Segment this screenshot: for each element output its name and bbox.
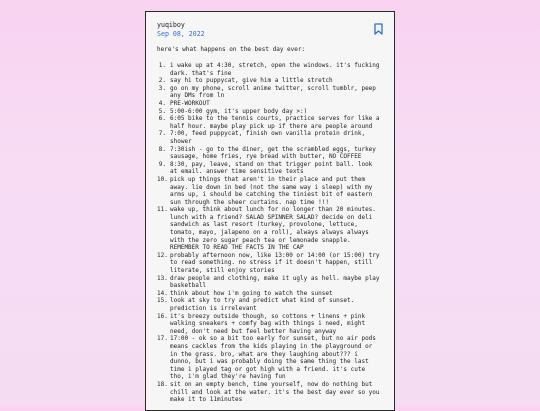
- list-item-number: 9.: [158, 160, 166, 168]
- list-item-number: 17.: [157, 335, 168, 343]
- list-item: [157, 335, 383, 381]
- list-item-text: probably afternoon now, like 13:00 or 14:00 (or 15:00) try to read something. no stress if it doesn't happen, still literate, still enjoy stories: [170, 251, 380, 275]
- list-item: [157, 252, 383, 275]
- list-item-text: PRE-WORKOUT: [170, 99, 210, 107]
- list-item-text: draw people and clothing, make it ugly as hell. maybe play basketball: [170, 274, 380, 290]
- list-item: [157, 176, 383, 206]
- bookmark-icon[interactable]: [374, 23, 383, 35]
- list-item-number: 11.: [157, 206, 168, 214]
- list-item-number: 16.: [157, 312, 168, 320]
- list-item-text: go on my phone, scroll anime twitter, scroll tumblr, peep any DMs from ln: [170, 84, 376, 100]
- list-item-text: 8:30, pay, leave, stand on that trigger point ball. look at email. answer time sensitive texts: [170, 160, 373, 176]
- list-item: [157, 100, 383, 108]
- list-item-number: 7.: [158, 130, 166, 138]
- post-date[interactable]: Sep 08, 2022: [157, 30, 205, 38]
- list-item-number: 12.: [157, 251, 168, 259]
- list-item-text: wake up, think about lunch for no longer than 20 minutes. lunch with a friend? SALAD SPINNER SALAD? decide on deli sandwich as last resort (turkey, provolone, lettuce, tomato, mayo, jalapeno on a roll), always always always with the zero sugar peach tea or lemonade snapple. REMEMBER TO READ THE FACTS IN THE CAP: [170, 206, 376, 252]
- list-item: [157, 130, 383, 145]
- list-item-text: i wake up at 4:30, stretch, open the windows. it's fucking dark. that's fine: [170, 62, 380, 77]
- list-item-number: 10.: [157, 175, 168, 183]
- post-intro: here's what happens on the best day ever:: [157, 46, 306, 53]
- list-item-text: pick up things that aren't in their place and put them away. lie down in bed (not the same way i sleep) with my arms up, i should be catching the tiniest bit of eastern sun through the sheer curtains. nap time !!!: [170, 175, 373, 206]
- list-item-number: 6.: [158, 115, 166, 123]
- list-item-number: 13.: [157, 274, 168, 282]
- list-item-number: 1.: [158, 62, 166, 69]
- list-item: [157, 161, 383, 176]
- list-item-text: 6:05 bike to the tennis courts, practice serves for like a half hour. maybe play pick up if there are people around: [170, 115, 380, 130]
- list-item-number: 14.: [157, 289, 168, 297]
- list-item: [157, 115, 383, 130]
- list-item: [157, 62, 383, 77]
- list-item-text: 17:00 - ok so a bit too early for sunset, but no air pods means cackles from the kids playing in the playground or in the grass. bro, what are they laughing about??? i dunno, but i was probably doing the same thing the last time i played tag or got high with a friend. it's cute tho, i'm glad they're having fun: [170, 335, 376, 381]
- list-item-number: 5.: [158, 107, 166, 115]
- list-item-text: it's breezy outside though, so cottons + linens + pink walking sneakers + comfy bag with things i need, might need, don't need but feel better having anyway: [170, 312, 366, 335]
- list-item: [157, 290, 383, 298]
- list-item-number: 8.: [158, 145, 166, 153]
- list-item: [157, 275, 383, 290]
- list-item-number: 4.: [158, 99, 166, 107]
- list-item-text: 7:30ish - go to the diner, get the scrambled eggs, turkey sausage, home fries, rye bread with butter, NO COFFEE: [170, 145, 376, 161]
- list-item-text: look at sky to try and predict what kind of sunset. prediction is irrelevant: [170, 297, 355, 312]
- list-item-number: 18.: [157, 380, 168, 388]
- post-card: [145, 11, 395, 411]
- list-item-number: 2.: [158, 77, 166, 85]
- list-item: [157, 85, 383, 100]
- list-item: [157, 381, 383, 404]
- list-item-text: think about how i'm going to watch the sunset: [170, 289, 333, 297]
- list-item: [157, 77, 383, 85]
- list-item-number: 3.: [158, 84, 166, 92]
- post-author[interactable]: yuqiboy: [157, 21, 185, 29]
- list-item: [157, 206, 383, 252]
- list-item: [157, 297, 383, 312]
- list-item: [157, 146, 383, 161]
- list-item-text: 5:00-6:00 gym, it's upper body day >:): [170, 107, 308, 115]
- list-item-number: 15.: [157, 297, 168, 305]
- list-item-text: 7:00, feed puppycat, finish own vanilla protein drink, shower: [170, 130, 366, 145]
- day-list: [157, 62, 383, 404]
- list-item-text: say hi to puppycat, give him a little stretch: [170, 77, 333, 85]
- list-item: [157, 108, 383, 116]
- list-item: [157, 313, 383, 336]
- list-item-text: sit on an empty bench, time yourself, now do nothing but chill and look at the water. it's the best day ever so you make it to 11minutes: [170, 380, 380, 404]
